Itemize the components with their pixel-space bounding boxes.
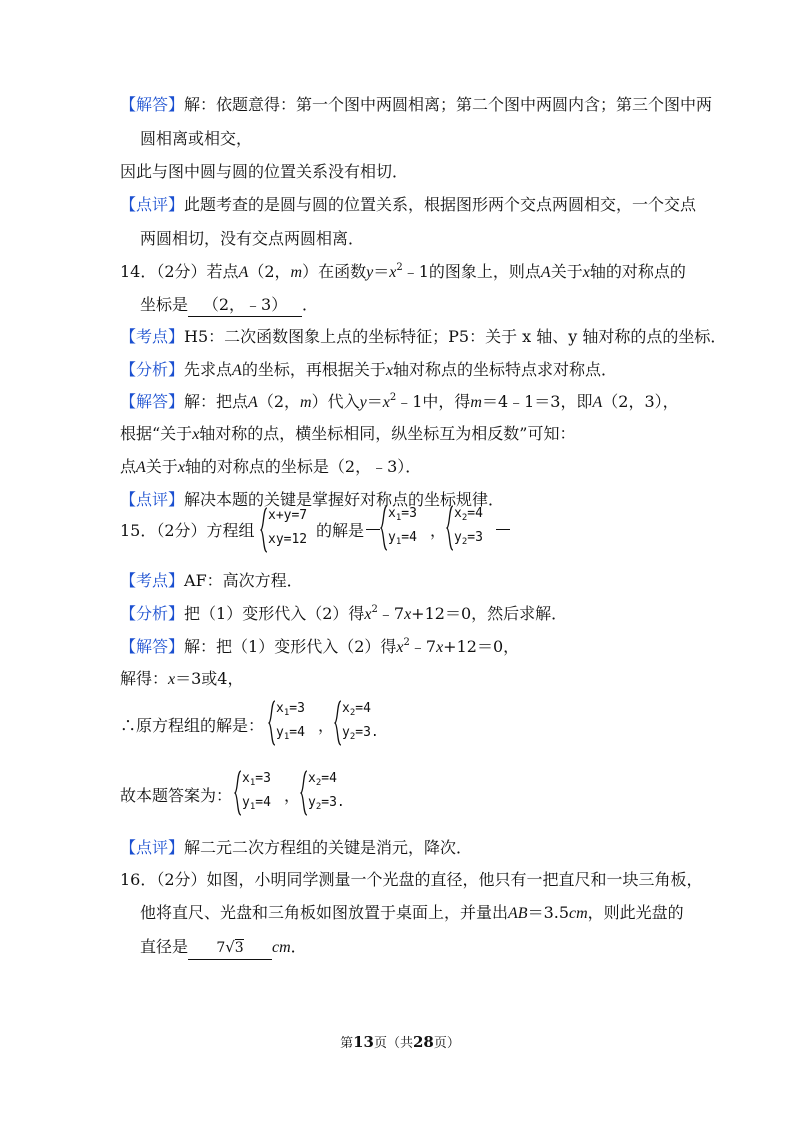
q16-stem-line3: 直径是 7√3 cm． [140, 936, 307, 960]
q15-solution2: $x_2=4$ $y_2=3$ [446, 504, 496, 552]
brace-icon [334, 699, 342, 747]
q14-answer-blank: （2，﹣3） [188, 294, 302, 317]
solution-tag: 【解答】 [120, 95, 185, 114]
q15-fenxi: 【分析】把（1）变形代入（2）得$x^2﹣7x+12=0$，然后求解． [120, 604, 568, 623]
q15-solution1: $x_1=3$ $y_1=4$ [380, 504, 430, 552]
q14-jieda-line1: 【解答】解：把点A（2，m）代入$y=x^2﹣1$中，得m＝4﹣1＝3，即A（2，3）， [120, 392, 679, 411]
q14-jieda-line2: 根据“关于x轴对称的点，横坐标相同，纵坐标互为相反数”可知： [120, 424, 576, 443]
q15-jieda: 【解答】解：把（1）变形代入（2）得$x^2﹣7x+12=0$， [120, 637, 520, 656]
q14-stem-line1: 14．（2分）若点A（2，m）在函数$y=x^2﹣1$的图象上，则点A关于x轴的对称点的 [120, 262, 686, 281]
prev-solution-line1: 【解答】解：依题意得：第一个图中两圆相离；第二个图中两圆内含；第三个图中两 [120, 95, 713, 114]
brace-icon [446, 504, 454, 552]
sqrt-icon: √ [225, 938, 235, 956]
q15-therefore-sol2: $x_2=4$ $y_2=3$. [334, 699, 394, 747]
brace-icon [234, 769, 242, 817]
q16-stem-line2: 他将直尺、光盘和三角板如图放置于桌面上，并量出AB＝3.5cm，则此光盘的 [140, 903, 684, 922]
prev-comment-line2: 两圆相切，没有交点两圆相离． [140, 229, 365, 248]
q15-solve: 解得：x＝3或4， [120, 669, 244, 688]
q14-dianping: 【点评】解决本题的关键是掌握好对称点的坐标规律． [120, 490, 505, 509]
q15-dianping: 【点评】解二元二次方程组的关键是消元，降次． [120, 838, 473, 857]
q15-system: x+y=7 xy=12 [260, 506, 320, 554]
page-footer: 第13页（共28页） [340, 1033, 460, 1051]
prev-solution-line3: 因此与图中圆与圆的位置关系没有相切． [120, 162, 409, 181]
q14-jieda-line3: 点A关于x轴的对称点的坐标是（2，﹣3）． [120, 457, 422, 476]
q14-fenxi: 【分析】先求点A的坐标，再根据关于x轴对称点的坐标特点求对称点． [120, 360, 617, 379]
q15-stem-num: 15．（2分）方程组 [120, 521, 255, 540]
q15-kaodian: 【考点】AF：高次方程． [120, 571, 303, 590]
prev-comment-line1: 【点评】此题考查的是圆与圆的位置关系，根据图形两个交点两圆相交，一个交点 [120, 195, 697, 214]
q16-stem-line1: 16．（2分）如图，小明同学测量一个光盘的直径，他只有一把直尺和一块三角板， [120, 870, 703, 889]
q14-kaodian: 【考点】H5：二次函数图象上点的坐标特征；P5：关于 x 轴、y 轴对称的点的坐标． [120, 327, 727, 346]
comment-tag: 【点评】 [120, 195, 185, 214]
q15-mid: 的解是 [316, 521, 365, 540]
brace-icon [300, 769, 308, 817]
q15-blank-line [366, 528, 380, 530]
q16-answer-blank: 7√3 [188, 936, 272, 960]
brace-icon [380, 504, 388, 552]
brace-icon [260, 506, 268, 554]
q15-gu: 故本题答案为： [120, 786, 233, 805]
q15-final-sol1: $x_1=3$ $y_1=4$ [234, 769, 284, 817]
q15-therefore: ∴原方程组的解是： [120, 716, 265, 735]
q15-therefore-sol1: $x_1=3$ $y_1=4$ [268, 699, 318, 747]
q15-final-sol2: $x_2=4$ $y_2=3$. [300, 769, 360, 817]
q14-stem-line2: 坐标是 （2，﹣3） ． [140, 294, 318, 317]
prev-solution-line2: 圆相离或相交， [140, 129, 253, 148]
brace-icon [268, 699, 276, 747]
